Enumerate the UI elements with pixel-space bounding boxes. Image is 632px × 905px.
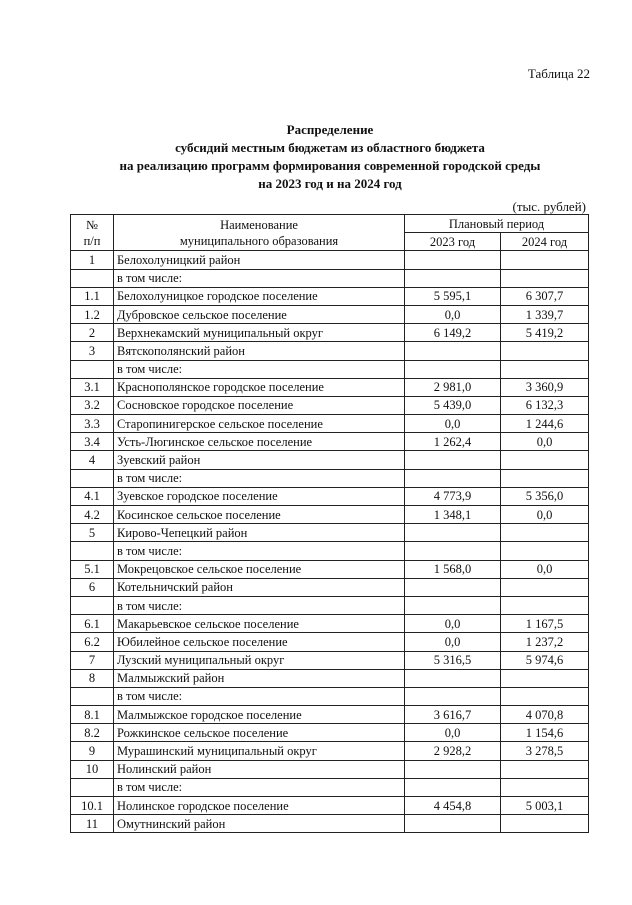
row-number: 4 xyxy=(71,451,114,469)
row-municipality-name: Усть-Люгинское сельское поселение xyxy=(114,433,405,451)
table-row xyxy=(71,706,589,724)
row-number xyxy=(71,687,114,705)
table-row xyxy=(71,269,589,287)
row-number: 10 xyxy=(71,760,114,778)
row-municipality-name: Верхнекамский муниципальный округ xyxy=(114,324,405,342)
table-row xyxy=(71,760,589,778)
row-value-2023 xyxy=(405,760,501,778)
header-year-2024: 2024 год xyxy=(501,233,589,251)
row-value-2024 xyxy=(501,342,589,360)
row-number xyxy=(71,596,114,614)
table-row xyxy=(71,742,589,760)
row-value-2024: 1 154,6 xyxy=(501,724,589,742)
row-number: 10.1 xyxy=(71,797,114,815)
row-municipality-name: Сосновское городское поселение xyxy=(114,396,405,414)
row-value-2024: 1 244,6 xyxy=(501,415,589,433)
row-value-2024 xyxy=(501,778,589,796)
row-value-2023: 5 316,5 xyxy=(405,651,501,669)
row-value-2023: 2 981,0 xyxy=(405,378,501,396)
row-value-2023 xyxy=(405,269,501,287)
row-number: 2 xyxy=(71,324,114,342)
row-value-2023: 4 773,9 xyxy=(405,487,501,505)
row-value-2024: 5 003,1 xyxy=(501,797,589,815)
row-value-2023 xyxy=(405,542,501,560)
table-row xyxy=(71,651,589,669)
row-number: 4.1 xyxy=(71,487,114,505)
row-municipality-name: в том числе: xyxy=(114,778,405,796)
row-value-2023: 5 595,1 xyxy=(405,287,501,305)
row-value-2023: 5 439,0 xyxy=(405,396,501,414)
row-value-2024: 5 419,2 xyxy=(501,324,589,342)
row-number: 3.2 xyxy=(71,396,114,414)
title-line: на реализацию программ формирования современной городской среды xyxy=(119,158,541,173)
row-number: 1 xyxy=(71,251,114,269)
row-value-2024 xyxy=(501,687,589,705)
table-number-label: Таблица 22 xyxy=(527,66,590,81)
row-municipality-name: Малмыжский район xyxy=(114,669,405,687)
header-period: Плановый период xyxy=(405,215,589,233)
row-value-2023: 2 928,2 xyxy=(405,742,501,760)
table-row xyxy=(71,451,589,469)
row-municipality-name: Юбилейное сельское поселение xyxy=(114,633,405,651)
row-value-2024 xyxy=(501,669,589,687)
header-name-line1: Наименование xyxy=(220,217,298,232)
row-municipality-name: Вятскополянский район xyxy=(114,342,405,360)
row-value-2023: 0,0 xyxy=(405,305,501,323)
row-municipality-name: Зуевское городское поселение xyxy=(114,487,405,505)
table-row xyxy=(71,433,589,451)
row-municipality-name: Нолинский район xyxy=(114,760,405,778)
table-row xyxy=(71,506,589,524)
table-row xyxy=(71,542,589,560)
row-value-2023: 3 616,7 xyxy=(405,706,501,724)
table-row xyxy=(71,487,589,505)
row-value-2023: 1 348,1 xyxy=(405,506,501,524)
table-header-row xyxy=(71,215,589,233)
table-row xyxy=(71,615,589,633)
table-row xyxy=(71,324,589,342)
table-row xyxy=(71,251,589,269)
row-number: 8.2 xyxy=(71,724,114,742)
row-value-2024 xyxy=(501,360,589,378)
row-value-2024: 3 278,5 xyxy=(501,742,589,760)
table-row xyxy=(71,596,589,614)
row-value-2024: 1 339,7 xyxy=(501,305,589,323)
row-value-2024 xyxy=(501,251,589,269)
row-number xyxy=(71,269,114,287)
table-row xyxy=(71,415,589,433)
row-value-2023: 1 262,4 xyxy=(405,433,501,451)
row-number: 1.1 xyxy=(71,287,114,305)
table-row xyxy=(71,469,589,487)
row-value-2024: 4 070,8 xyxy=(501,706,589,724)
row-value-2023 xyxy=(405,451,501,469)
row-municipality-name: в том числе: xyxy=(114,542,405,560)
row-value-2024: 3 360,9 xyxy=(501,378,589,396)
row-value-2024 xyxy=(501,596,589,614)
row-value-2024: 0,0 xyxy=(501,506,589,524)
table-row xyxy=(71,797,589,815)
row-municipality-name: в том числе: xyxy=(114,469,405,487)
row-number: 11 xyxy=(71,815,114,833)
table-row xyxy=(71,287,589,305)
units-label: (тыс. рублей) xyxy=(512,199,586,214)
row-municipality-name: в том числе: xyxy=(114,596,405,614)
row-value-2024 xyxy=(501,469,589,487)
row-value-2023: 0,0 xyxy=(405,724,501,742)
row-number: 6.1 xyxy=(71,615,114,633)
table-row xyxy=(71,342,589,360)
row-value-2023 xyxy=(405,687,501,705)
row-municipality-name: Нолинское городское поселение xyxy=(114,797,405,815)
table-row xyxy=(71,378,589,396)
row-municipality-name: Старопинигерское сельское поселение xyxy=(114,415,405,433)
row-number: 4.2 xyxy=(71,506,114,524)
row-value-2023: 4 454,8 xyxy=(405,797,501,815)
table-row xyxy=(71,305,589,323)
table-row xyxy=(71,815,589,833)
row-municipality-name: Белохолуницкий район xyxy=(114,251,405,269)
row-number: 8.1 xyxy=(71,706,114,724)
row-number: 3.4 xyxy=(71,433,114,451)
table-row xyxy=(71,396,589,414)
row-value-2023 xyxy=(405,778,501,796)
row-municipality-name: Омутнинский район xyxy=(114,815,405,833)
row-municipality-name: Краснополянское городское поселение xyxy=(114,378,405,396)
title-line: Распределение xyxy=(286,122,374,137)
table-body xyxy=(71,251,589,833)
row-municipality-name: Макарьевское сельское поселение xyxy=(114,615,405,633)
row-value-2023 xyxy=(405,360,501,378)
row-municipality-name: Косинское сельское поселение xyxy=(114,506,405,524)
row-municipality-name: Котельничский район xyxy=(114,578,405,596)
row-number: 6.2 xyxy=(71,633,114,651)
row-value-2023: 0,0 xyxy=(405,633,501,651)
row-municipality-name: Мурашинский муниципальный округ xyxy=(114,742,405,760)
table-row xyxy=(71,778,589,796)
row-municipality-name: Мокрецовское сельское поселение xyxy=(114,560,405,578)
row-value-2024: 0,0 xyxy=(501,433,589,451)
row-number xyxy=(71,778,114,796)
title-line: на 2023 год и на 2024 год xyxy=(258,176,402,191)
table-row xyxy=(71,724,589,742)
row-municipality-name: Дубровское сельское поселение xyxy=(114,305,405,323)
row-value-2024 xyxy=(501,451,589,469)
row-value-2024 xyxy=(501,524,589,542)
header-number-line1: № xyxy=(86,217,98,232)
row-number: 8 xyxy=(71,669,114,687)
row-municipality-name: Малмыжское городское поселение xyxy=(114,706,405,724)
row-value-2024: 6 307,7 xyxy=(501,287,589,305)
row-number: 7 xyxy=(71,651,114,669)
row-number: 5 xyxy=(71,524,114,542)
row-number xyxy=(71,469,114,487)
document-title xyxy=(60,121,600,193)
row-value-2024: 0,0 xyxy=(501,560,589,578)
row-value-2023 xyxy=(405,524,501,542)
row-value-2023: 6 149,2 xyxy=(405,324,501,342)
row-municipality-name: Зуевский район xyxy=(114,451,405,469)
subsidy-table xyxy=(70,214,589,833)
row-value-2023: 0,0 xyxy=(405,615,501,633)
header-year-2023: 2023 год xyxy=(405,233,501,251)
row-number xyxy=(71,542,114,560)
row-value-2024: 1 237,2 xyxy=(501,633,589,651)
row-number: 9 xyxy=(71,742,114,760)
row-value-2023 xyxy=(405,669,501,687)
table-row xyxy=(71,360,589,378)
header-name xyxy=(114,215,405,251)
row-value-2024: 5 356,0 xyxy=(501,487,589,505)
row-value-2024 xyxy=(501,269,589,287)
row-value-2023: 0,0 xyxy=(405,415,501,433)
row-municipality-name: Белохолуницкое городское поселение xyxy=(114,287,405,305)
row-number: 1.2 xyxy=(71,305,114,323)
row-value-2023 xyxy=(405,342,501,360)
row-value-2024: 6 132,3 xyxy=(501,396,589,414)
table-row xyxy=(71,687,589,705)
row-number: 6 xyxy=(71,578,114,596)
row-value-2024 xyxy=(501,542,589,560)
row-municipality-name: в том числе: xyxy=(114,687,405,705)
row-municipality-name: Лузский муниципальный округ xyxy=(114,651,405,669)
row-value-2024 xyxy=(501,815,589,833)
row-value-2024 xyxy=(501,578,589,596)
header-number xyxy=(71,215,114,251)
row-value-2023 xyxy=(405,469,501,487)
row-number: 3.3 xyxy=(71,415,114,433)
row-value-2023 xyxy=(405,815,501,833)
row-value-2023: 1 568,0 xyxy=(405,560,501,578)
table-row xyxy=(71,669,589,687)
table-row xyxy=(71,633,589,651)
table-row xyxy=(71,560,589,578)
table-row xyxy=(71,578,589,596)
row-value-2023 xyxy=(405,596,501,614)
row-number: 3.1 xyxy=(71,378,114,396)
row-municipality-name: Кирово-Чепецкий район xyxy=(114,524,405,542)
row-municipality-name: Рожкинское сельское поселение xyxy=(114,724,405,742)
row-number xyxy=(71,360,114,378)
row-value-2024 xyxy=(501,760,589,778)
row-number: 3 xyxy=(71,342,114,360)
row-value-2024: 1 167,5 xyxy=(501,615,589,633)
row-municipality-name: в том числе: xyxy=(114,360,405,378)
header-name-line2: муниципального образования xyxy=(179,233,339,248)
row-number: 5.1 xyxy=(71,560,114,578)
header-number-line2: п/п xyxy=(83,233,101,248)
table-row xyxy=(71,524,589,542)
row-value-2023 xyxy=(405,578,501,596)
row-municipality-name: в том числе: xyxy=(114,269,405,287)
row-value-2024: 5 974,6 xyxy=(501,651,589,669)
row-value-2023 xyxy=(405,251,501,269)
title-line: субсидий местным бюджетам из областного бюджета xyxy=(175,140,485,155)
